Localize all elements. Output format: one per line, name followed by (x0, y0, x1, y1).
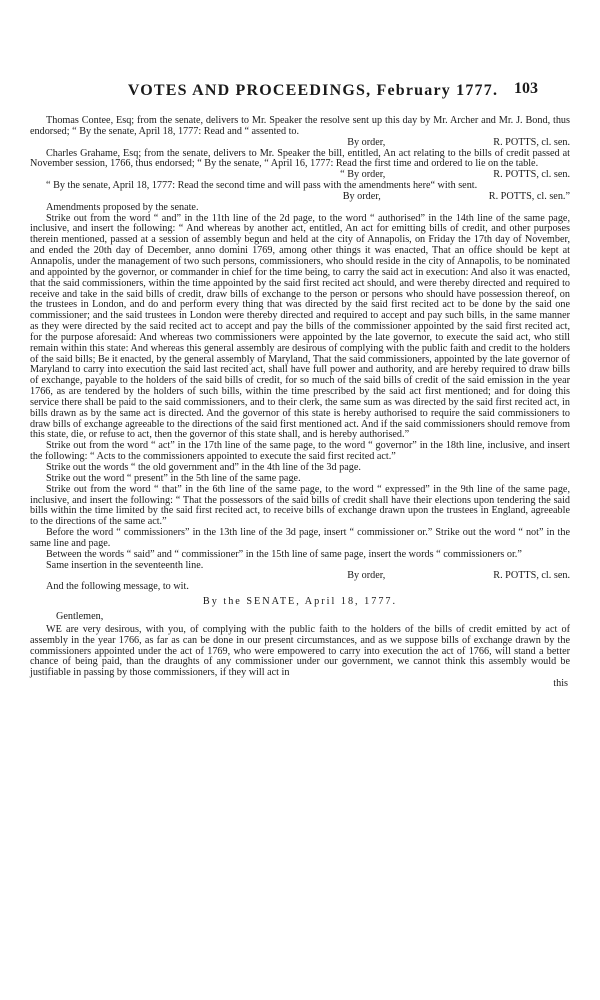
signature-line (30, 138, 570, 149)
signature-clerk-name: R. POTTS, cl. sen. (493, 169, 570, 181)
paragraph: Strike out the words “ the old government and” in the 4th line of the 3d page. (46, 462, 361, 473)
salutation: Gentlemen, (56, 610, 104, 622)
paragraph: Thomas Contee, Esq; from the senate, delivers to Mr. Speaker the resolve sent up this day by Mr. Archer and Mr. J. Bond, thus endorsed; “ By the senate, April 18, 1777: Read and “ assented to. (30, 115, 570, 137)
senate-heading: By the SENATE, April 18, 1777. (202, 596, 398, 608)
paragraph: Strike out from the word “ that” in the 6th line of the same page, to the word “ expressed” in the 9th line of the same page, inclusive, and insert the following: “ That the possessors of the said bills of credit shall have their elections upon tendering the said bills within the time limited by the said first recited act, to receive bills of exchange drawn upon the trustees in England, agreeable to the directions of the same act.” (30, 483, 570, 528)
signature-clerk-name: R. POTTS, cl. sen. (493, 136, 570, 148)
signature-by-order: By order, (347, 136, 386, 148)
paragraph: Strike out from the word “ act” in the 17th line of the same page, to the word “ governor” in the 18th line, inclusive, and insert the following: “ Acts to the commissioners appointed to execute the said first recited act.” (30, 440, 570, 463)
paragraph: Before the word “ commissioners” in the 13th line of the 3d page, insert “ commissioner or.” Strike out the word “ not” in the same line and page. (30, 527, 570, 549)
document-body (30, 116, 570, 690)
paragraph: “ By the senate, April 18, 1777: Read the second time and will pass with the amendments here“ with sent. (46, 180, 478, 192)
paragraph: Same insertion in the seventeenth line. (46, 559, 204, 571)
signature-by-order: By order, (347, 570, 386, 582)
signature-by-order: “ By order, (340, 169, 386, 181)
paragraph: And the following message, to wit. (46, 581, 189, 593)
signature-clerk-name: R. POTTS, cl. sen. (493, 570, 570, 582)
paragraph: Between the words “ said” and “ commissioner” in the 15th line of same page, insert the words “ commissioners or.” (46, 548, 522, 560)
running-header (0, 82, 600, 108)
page-title: VOTES AND PROCEEDINGS, February 1777. (127, 82, 499, 99)
paragraph: Strike out the word “ present” in the 5th line of the same page. (46, 472, 301, 484)
paragraph: Strike out from the word “ and” in the 11th line of the 2d page, to the word “ authorised” in the 14th line of the same page, inclusive, and insert the following: “ And whereas by another act, entitled, An act for emitting bills of credit, and other purposes therein mentioned, passed at a session of assembly begun and held at the city of Annapolis, on Friday the 17th day of November, and ended the 20th day of December, anno domini 1769, among other things it was enacted, That an office should be kept at Annapolis, under the management of two such persons, commissioners, who should reside in the city of Annapolis, to be nominated and appointed by the governor, or commander in chief for the time being, to carry the said act in execution: And also it was enacted, that the said commissioners, within the time appointed by the said first recited act should, and were thereby directed and required to receive and take in the said bills of credit, draw bills of exchange to the person or persons who should have possession thereof, on the trustees in London, and do and perform every thing that was directed by the said first recited act to be done by the said one commissioner; and the said trustees in London were thereby directed and required to accept and pay such bills, in the same manner as they were directed by the said recited act to accept and pay the bills of the commissioner appointed by the said first recited act, for the purpose aforesaid: And whereas two commissioners were appointed by the late governor, to execute the said act, who still remain within this state: And whereas this general assembly are desirous of complying with the public faith and credit to the holders of the said bills; Be it enacted, by the general assembly of Maryland, That the said commissioners, appointed by the late governor of Maryland to carry into execution the said last recited act, shall have full power and authority, and are hereby required to draw bills of exchange, payable to the holders of the said bills of credit, for so much of the said bills of credit of the said emission in the year 1766, as are tendered by the holders of such bills, within the time prescribed by the said act first mentioned; and for doing this service there shall be paid to the said commissioners, and to their clerk, the same sum as was directed by the said first recited act, in bills drawn as by the same act is directed. And the governor of this state is hereby authorised to require the said commissioners to draw bills of exchange agreeable to the directions of the said first mentioned act. And if the said commissioners should remove from this state, die, or refuse to act, then the governor of this state shall, and is hereby authorised.” (30, 212, 570, 441)
paragraph: WE are very desirous, with you, of complying with the public faith to the holders of the bills of credit emitted by act of assembly in the year 1766, as far as can be done in our present circumstances, and as we suppose bills of exchange drawn by the commissioners appointed under the act of 1769, who were empowered to carry into execution the act of 1766, will stand a better chance of being paid, than the draughts of any commissioner under our government, we cannot think this assembly would be justifiable in passing by those commissioners, if they will act in (30, 623, 570, 679)
signature-by-order: By order, (342, 190, 381, 202)
paragraph: Charles Grahame, Esq; from the senate, delivers to Mr. Speaker the bill, entitled, An act relating to the bills of credit passed at November session, 1766, thus endorsed; “ By the senate, “ April 16, 1777: Read the first time and ordered to lie on the table. (30, 147, 570, 170)
catchword: this (553, 678, 568, 690)
page-number: 103 (514, 80, 538, 97)
paragraph: Amendments proposed by the senate. (46, 201, 199, 213)
signature-clerk-name: R. POTTS, cl. sen.” (488, 190, 570, 202)
